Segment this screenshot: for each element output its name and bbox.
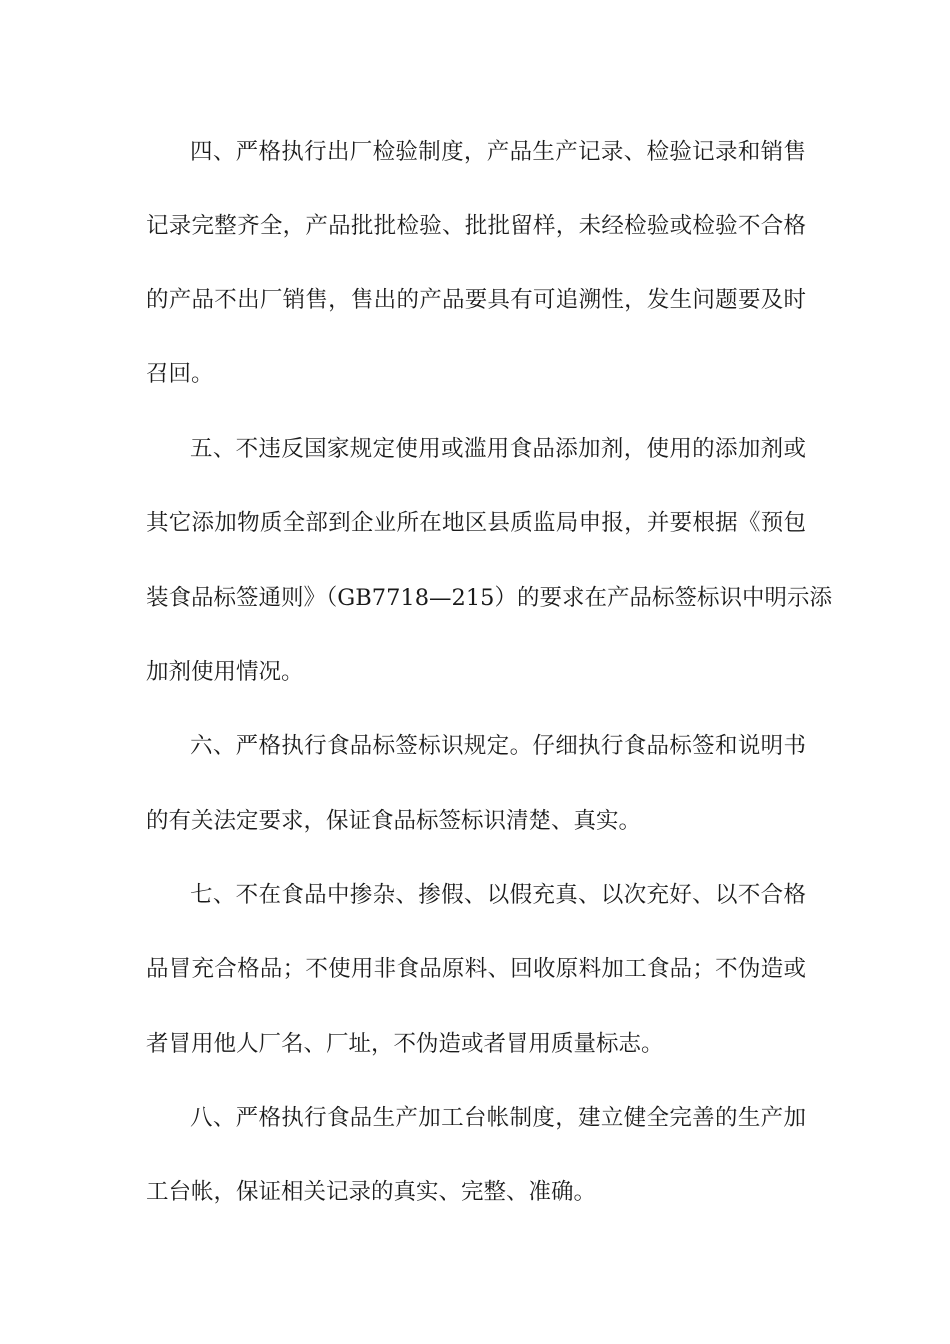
paragraph-4-line-4: 召回。 [146, 361, 214, 387]
paragraph-5-line-3: 装食品标签通则》（GB7718—215）的要求在产品标签标识中明示添 [146, 585, 832, 611]
paragraph-8-line-2: 工台帐，保证相关记录的真实、完整、准确。 [146, 1179, 597, 1205]
paragraph-7-line-1: 七、不在食品中掺杂、掺假、以假充真、以次充好、以不合格 [190, 882, 806, 908]
paragraph-4-line-2: 记录完整齐全，产品批批检验、批批留样，未经检验或检验不合格 [146, 213, 806, 239]
paragraph-4-line-1: 四、严格执行出厂检验制度，产品生产记录、检验记录和销售 [190, 139, 806, 165]
paragraph-5-line-2: 其它添加物质全部到企业所在地区县质监局申报，并要根据《预包 [146, 510, 806, 536]
paragraph-7-line-2: 品冒充合格品；不使用非食品原料、回收原料加工食品；不伪造或 [146, 956, 806, 982]
paragraph-5-line-1: 五、不违反国家规定使用或滥用食品添加剂，使用的添加剂或 [190, 436, 806, 462]
paragraph-6-line-2: 的有关法定要求，保证食品标签标识清楚、真实。 [146, 808, 642, 834]
paragraph-8-line-1: 八、严格执行食品生产加工台帐制度，建立健全完善的生产加 [190, 1105, 806, 1131]
paragraph-7-line-3: 者冒用他人厂名、厂址，不伪造或者冒用质量标志。 [146, 1031, 664, 1057]
paragraph-4-line-3: 的产品不出厂销售，售出的产品要具有可追溯性，发生问题要及时 [146, 287, 806, 313]
paragraph-6-line-1: 六、严格执行食品标签标识规定。仔细执行食品标签和说明书 [190, 733, 806, 759]
paragraph-5-line-4: 加剂使用情况。 [146, 659, 304, 685]
